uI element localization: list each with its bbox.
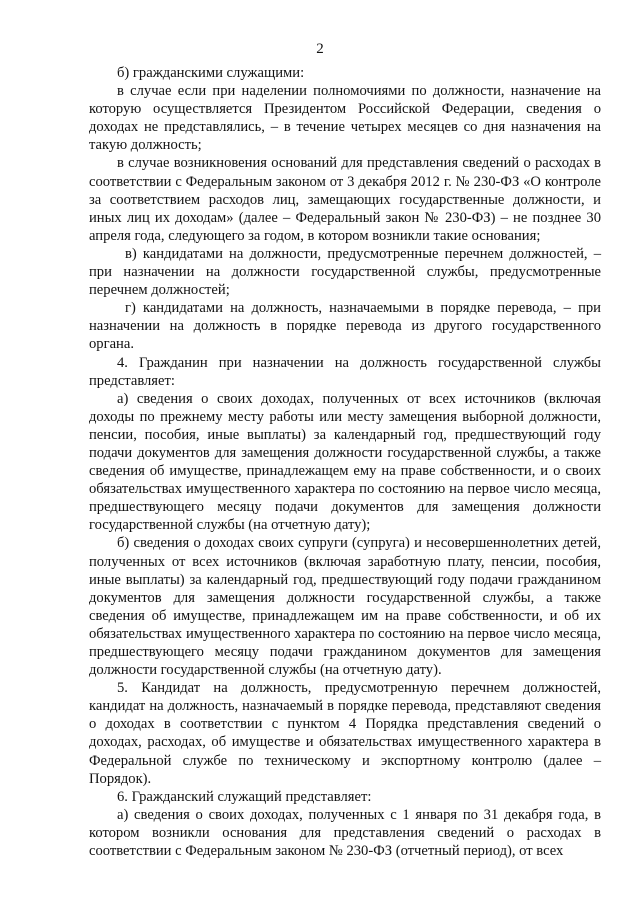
paragraph: г) кандидатами на должность, назначаемыми в порядке перевода, – при назначении на должность в порядке перевода из другого государственного органа. <box>89 300 601 353</box>
paragraph: а) сведения о своих доходах, полученных от всех источников (включая доходы по прежнему месту работы или месту замещения выборной должности, пенсии, пособия, иные выплаты) за календарный год, предшествующий году подачи документов для замещения должности государственной службы, а также сведения об имуществе, принадлежащем ему на праве собственности, и о своих обязательствах имущественного характера по состоянию на первое число месяца, предшествующего месяцу подачи документов для замещения должности государственной службы (на отчетную дату); <box>89 390 601 534</box>
paragraph: б) гражданскими служащими: <box>117 65 305 81</box>
paragraph: в случае возникновения оснований для представления сведений о расходах в соответствии с Федеральным законом от 3 декабря 2012 г. № 230-ФЗ «О контроле за соответствием расходов лиц, замещающих государственные должности, и иных лиц их доходам» (далее – Федеральный закон № 230-ФЗ) – не позднее 30 апреля года, следующего за годом, в котором возникли такие основания; <box>89 155 601 244</box>
paragraph: 5. Кандидат на должность, предусмотренную перечнем должностей, кандидат на должность, назначаемый в порядке перевода, представляют сведения о доходах в соответствии с пунктом 4 Порядка представления сведений о доходах, расходах, об имуществе и обязательствах имущественного характера в Федеральной службе по техническому и экспортному контролю (далее – Порядок). <box>89 680 601 787</box>
paragraph: а) сведения о своих доходах, полученных с 1 января по 31 декабря года, в котором возникли основания для представления сведений о расходах в соответствии с Федеральным законом № 230-ФЗ (отчетный период), от всех <box>89 806 601 860</box>
paragraph: 6. Гражданский служащий представляет: <box>117 788 372 805</box>
paragraph: б) сведения о доходах своих супруги (супруга) и несовершеннолетних детей, полученных от всех источников (включая заработную плату, пенсии, пособия, иные выплаты) за календарный год, предшествующий году подачи гражданином документов для замещения должности государственной службы, а также сведения об имуществе, принадлежащем им на праве собственности, и об их обязательствах имущественного характера по состоянию на первое число месяца, предшествующего месяцу подачи гражданином документов для замещения должности государственной службы (на отчетную дату). <box>89 535 601 679</box>
paragraph: в случае если при наделении полномочиями по должности, назначение на которую осуществляется Президентом Российской Федерации, сведения о доходах не представлялись, – в течение четырех месяцев со дня назначения на такую должность; <box>89 83 601 154</box>
document-body <box>89 64 601 860</box>
paragraph: 4. Гражданин при назначении на должность государственной службы представляет: <box>89 354 601 389</box>
page-number: 2 <box>316 41 324 57</box>
paragraph: в) кандидатами на должности, предусмотренные перечнем должностей, – при назначении на должности государственной службы, предусмотренные перечнем должностей; <box>89 245 601 299</box>
